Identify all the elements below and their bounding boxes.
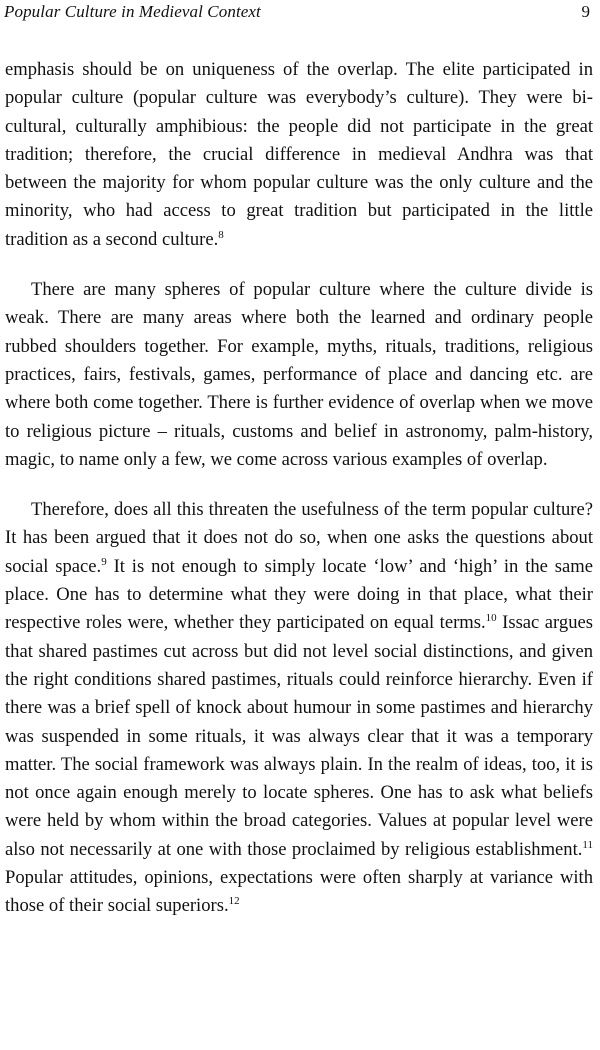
footnote-ref-8: 8 xyxy=(218,228,224,241)
paragraph-3-text-b: It is not enough to simply locate ‘low’ and ‘high’ in the same place. One has to determine what they were doing in that place, what their respective roles were, whether they participated on equal terms. xyxy=(5,555,593,634)
footnote-ref-10: 10 xyxy=(485,612,497,625)
paragraph-3-text-c: Issac argues that shared pastimes cut across but did not level social distinctions, and given the right conditions shared pastimes, rituals could reinforce hierarchy. Even if there was a brief spell of knock about humour in some pastimes and hierarchy was suspended in some rituals, it was always clear that it was a temporary matter. The social framework was always plain. In the realm of ideas, too, it is not once again enough merely to locate spheres. One has to ask what beliefs were held by whom within the broad categories. Values at popular level were also not necessarily at one with those proclaimed by religious establishment. xyxy=(5,612,593,860)
footnote-ref-9: 9 xyxy=(101,555,107,568)
paragraph-1-text: emphasis should be on uniqueness of the overlap. The elite participated in popular culture (popular culture was everybody’s culture). They were bi-cultural, culturally amphibious: the people did not participate in the great tradition; therefore, the crucial difference in medieval Andhra was that between the majority for whom popular culture was the only culture and the minority, who had access to great tradition but participated in the little tradition as a second culture. xyxy=(5,59,593,250)
paragraph-2-text: There are many spheres of popular culture where the culture divide is weak. There are many areas where both the learned and ordinary people rubbed shoulders together. For example, myths, rituals, traditions, religious practices, fairs, festivals, games, performance of place and dancing etc. are where both come together. There is further evidence of overlap when we move to religious picture – rituals, customs and belief in astronomy, palm-history, magic, to name only a few, we come across various examples of overlap. xyxy=(5,279,593,470)
footnote-ref-11: 11 xyxy=(582,838,593,851)
paragraph-3 xyxy=(5,496,593,920)
paragraph-3-text-d: Popular attitudes, opinions, expectations were often sharply at variance with those of their social superiors. xyxy=(5,867,593,917)
paragraph-1 xyxy=(5,56,593,254)
page-number: 9 xyxy=(581,2,590,21)
footnote-ref-12: 12 xyxy=(228,895,240,908)
paragraph-2 xyxy=(5,276,593,474)
paragraph-3-text-a: Therefore, does all this threaten the usefulness of the term popular culture? It has been argued that it does not do so, when one asks the questions about social space. xyxy=(5,499,593,577)
body-text xyxy=(5,56,593,921)
running-head-title: Popular Culture in Medieval Context xyxy=(4,2,261,21)
